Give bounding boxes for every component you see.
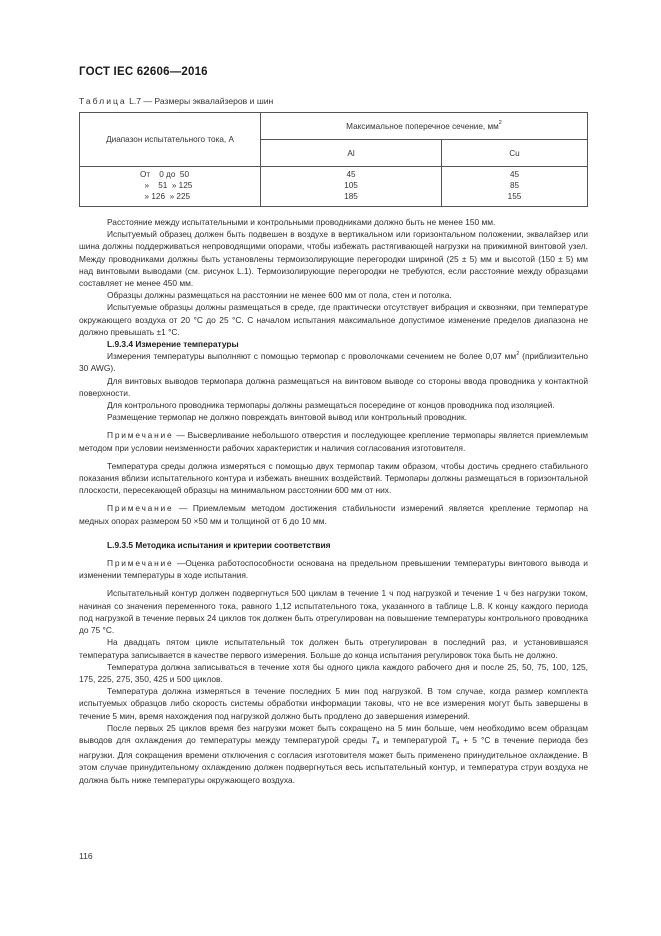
col-cu-header: Cu bbox=[442, 140, 588, 167]
paragraph-text: После первых 25 циклов время без нагрузки может быть сокращено на 5 мин больше, чем необходимо всем образцам выводов для охлаждения до температуры между температурой среды bbox=[79, 722, 588, 745]
range-value: От 0 до 50 bbox=[140, 170, 190, 179]
paragraph bbox=[79, 722, 588, 786]
cu-cell bbox=[442, 167, 588, 207]
range-value: » 126 » 225 bbox=[140, 192, 191, 201]
note bbox=[79, 429, 588, 453]
paragraph-text: и температурой bbox=[379, 734, 451, 745]
paragraph: Испытательный контур должен подвергнуться 500 циклам в течение 1 ч под нагрузкой и течение 1 ч без нагрузки током, начиная со значения переменного тока, равного 1,12 испытательного тока, указанного в таблице L.8. К концу каждого периода под нагрузкой в течение первых 24 циклов ток должен быть отрегулирован на повышение температуры контрольного проводника до 75 °С. bbox=[79, 588, 588, 636]
col-range-header: Диапазон испытательного тока, А bbox=[80, 113, 261, 167]
col-al-header: Al bbox=[261, 140, 442, 167]
paragraph: Расстояние между испытательными и контрольными проводниками должно быть не менее 150 мм. bbox=[107, 217, 496, 227]
al-value: 185 bbox=[344, 192, 358, 201]
paragraph-text: + 5 °С в течение периода без нагрузки. Для сокращения времени отключения с согласия изготовителя может быть применено принудительное охлаждение. В этом случае принудительному охлаждению должен подвергнуться весь испытательный контур, и температура струи воздуха не должна быть ниже температуры окружающего воздуха. bbox=[79, 734, 588, 785]
note-text: —Оценка работоспособности основана на предельном превышении температуры винтового вывода и изменении температуры в ходе испытания. bbox=[79, 558, 588, 581]
paragraph: На двадцать пятом цикле испытательный ток должен быть отрегулирован в последний раз, и установившаяся температура записывается в качестве первого измерения. Больше до конца испытания регулировок тока быть не должно. bbox=[79, 637, 588, 660]
equalizer-table bbox=[79, 112, 588, 207]
paragraph: Образцы должны размещаться на расстоянии не менее 600 мм от пола, стен и потолка. bbox=[107, 290, 452, 301]
table-caption bbox=[79, 96, 273, 106]
body-text bbox=[79, 216, 588, 786]
paragraph: Температура среды должна измеряться с помощью двух термопар таким образом, чтобы достичь среднего стабильного показания вблизи испытательного контура и избежать внешних воздействий. Термопары должны размещаться в горизонтальной плоскости, пересекающей образцы на минимальном расстоянии 600 мм от них. bbox=[79, 460, 588, 496]
paragraph: Температура должна измеряться в течение последних 5 мин под нагрузкой. В том случае, когда размер комплекта испытуемых образцов либо скорость системы обработки информации таковы, что не все измерения могут быть завершены в течение 5 мин, время нахождения под нагрузкой должно быть продлено до завершения измерений. bbox=[79, 686, 588, 721]
section-heading-l934: L.9.3.4 Измерение температуры bbox=[107, 339, 239, 350]
col-max-section-label: Максимальное поперечное сечение, мм bbox=[346, 121, 499, 131]
paragraph: Температура должна записываться в течение хотя бы одного цикла каждого рабочего дня и после 25, 50, 75, 100, 125, 175, 225, 275, 350, 425 и 500 циклов. bbox=[79, 661, 588, 684]
paragraph: Испытуемый образец должен быть подвешен в воздухе в вертикальном или горизонтальном положении, эквалайзер или шина должны поддерживаться непроводящими опорами, чтобы избежать растягивающей нагрузки на прижимной винтовой узел. Между проводниками должны быть установлены термоизолирующие перегородки шириной (25 ± 5) мм и высотой (150 ± 5) мм над винтовыми выводами (см. рисунок L.1). Термоизолирующие перегородки не требуются, если расстояние между образцами составляет не менее 450 мм. bbox=[79, 229, 588, 289]
col-max-section-header bbox=[261, 113, 588, 140]
table-row bbox=[80, 167, 588, 207]
table-caption-text: L.7 — Размеры эквалайзеров и шин bbox=[126, 96, 274, 106]
note-label: Примечание bbox=[107, 558, 174, 569]
note-text: — Высверливание небольшого отверстия и последующее крепление термопары является приемлемым методом при условии неизменности рабочих характеристик и наличия согласования изготовителя. bbox=[79, 430, 588, 453]
paragraph-text: Измерения температуры выполняют с помощью термопар с проволочками сечением не более 0,07 мм bbox=[107, 351, 517, 362]
paragraph: Испытуемые образцы должны размещаться в среде, где практически отсутствует вибрация и сквозняки, при температуре окружающего воздуха от 20 °С до 25 °С. С началом испытания максимальное допустимое изменение пределов диапазона не должно превышать ±1 °С. bbox=[79, 302, 588, 337]
note-label: Примечание bbox=[107, 430, 174, 441]
paragraph bbox=[79, 350, 588, 374]
table-caption-prefix: Таблица bbox=[79, 96, 127, 106]
document-header: ГОСТ IEC 62606—2016 bbox=[79, 66, 208, 78]
cu-value: 155 bbox=[507, 192, 522, 201]
temperature-symbol: T bbox=[450, 734, 457, 745]
cu-value: 45 bbox=[509, 170, 520, 179]
paragraph-text: (приблизительно 30 AWG). bbox=[79, 351, 588, 374]
al-value: 105 bbox=[344, 181, 358, 190]
note bbox=[79, 502, 588, 526]
range-cell bbox=[80, 167, 261, 207]
section-heading-l935: L.9.3.5 Методика испытания и критерии соответствия bbox=[107, 539, 331, 550]
cu-value: 85 bbox=[509, 181, 520, 190]
temperature-subscript: a bbox=[456, 739, 460, 746]
al-value: 45 bbox=[346, 170, 356, 179]
note bbox=[79, 557, 588, 581]
note-label: Примечание bbox=[107, 503, 174, 514]
paragraph: Для винтовых выводов термопара должна размещаться на винтовом выводе со стороны ввода проводника у контактной поверхности. bbox=[79, 375, 588, 398]
superscript: 2 bbox=[516, 351, 520, 358]
page-number: 116 bbox=[79, 851, 93, 861]
temperature-symbol: T bbox=[371, 734, 377, 745]
temperature-subscript: a bbox=[376, 739, 380, 746]
col-max-section-sup: 2 bbox=[498, 119, 502, 126]
paragraph: Размещение термопар не должно повреждать винтовой вывод или контрольный проводник. bbox=[107, 412, 467, 423]
note-text: — Приемлемым методом достижения стабильности измерений является крепление термопар на медных опорах размером 50 ×50 мм и толщиной от 6 до 10 мм. bbox=[79, 503, 588, 526]
range-value: » 51 » 125 bbox=[140, 181, 193, 190]
paragraph: Для контрольного проводника термопары должны размещаться посередине от концов проводника под изоляцией. bbox=[107, 400, 555, 411]
al-cell bbox=[261, 167, 442, 207]
